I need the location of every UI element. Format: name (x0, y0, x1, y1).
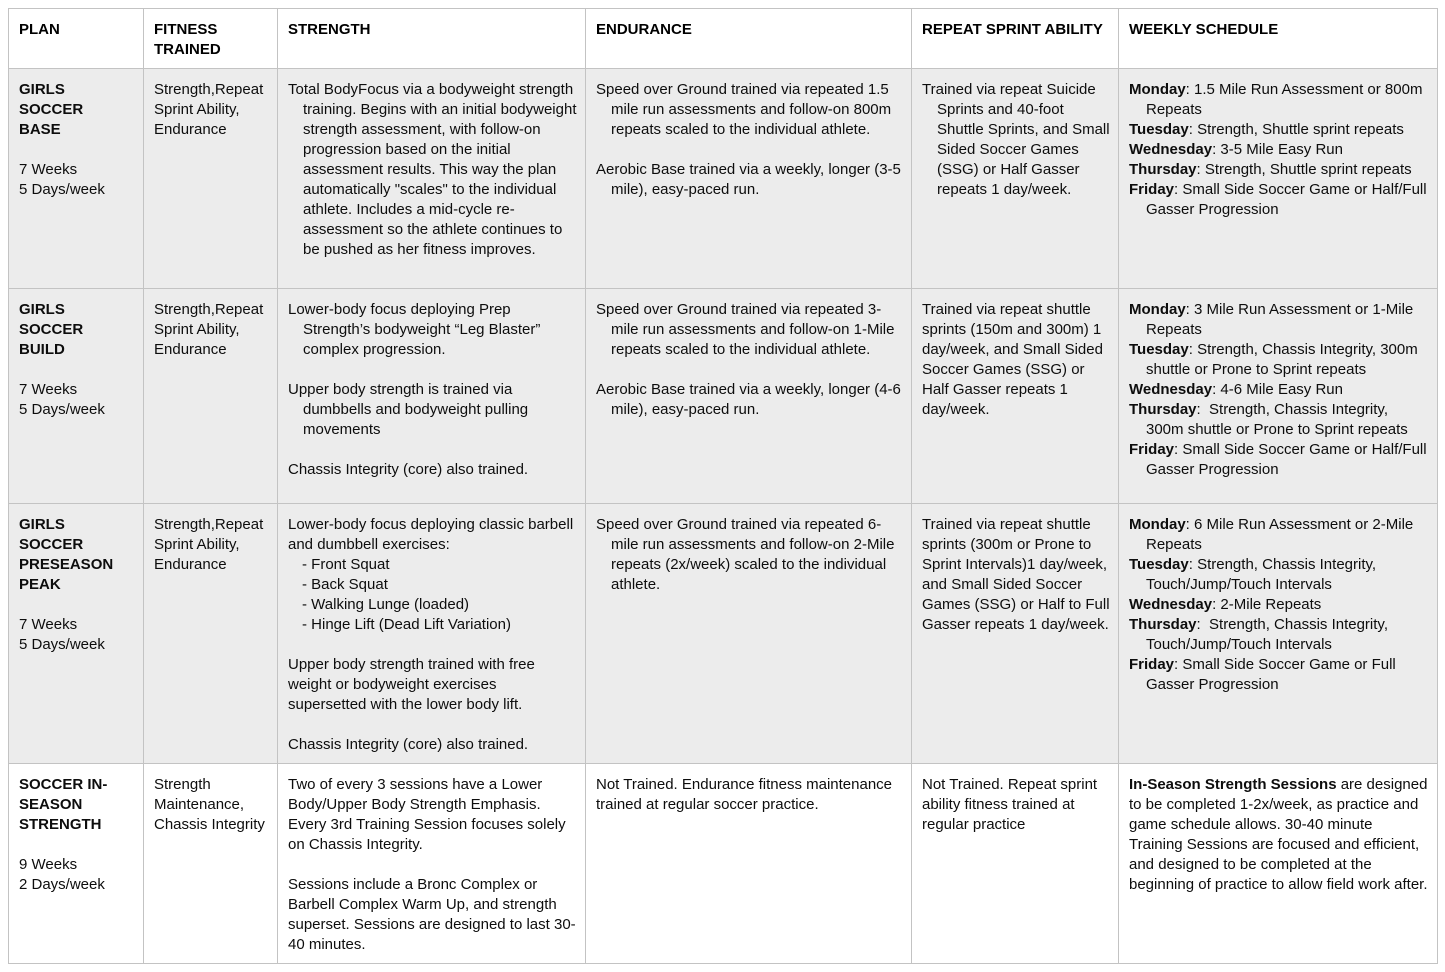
schedule-day-label: Friday (1129, 181, 1175, 198)
plan-meta (19, 160, 135, 200)
repeat-sprint-ability-cell (912, 504, 1119, 764)
endurance-cell (586, 764, 912, 964)
endurance-paragraph: Speed over Ground trained via repeated 3-mile run assessments and follow-on 1-Mile repeats scaled to the individual athlete. (596, 301, 899, 358)
column-header-plan: PLAN (9, 9, 144, 69)
schedule-day-label: Thursday (1129, 161, 1197, 178)
strength-paragraph: Sessions include a Bronc Complex or Barbell Complex Warm Up, and strength superset. Sessions are designed to last 30-40 minutes. (288, 876, 576, 953)
schedule-day-friday: Friday: Small Side Soccer Game or Half/Full Gasser Progression (1129, 181, 1431, 218)
plan-duration: 9 Weeks (19, 856, 78, 873)
strength-cell (278, 504, 586, 764)
strength-paragraph: Two of every 3 sessions have a Lower Body/Upper Body Strength Emphasis. Every 3rd Training Session focuses solely on Chassis Integrity. (288, 776, 570, 853)
schedule-day-thursday: Thursday: Strength, Shuttle sprint repeats (1129, 161, 1412, 178)
endurance-cell (586, 69, 912, 289)
schedule-day-label: Tuesday (1129, 121, 1189, 138)
plan-frequency: 2 Days/week (19, 876, 105, 893)
endurance-cell (586, 504, 912, 764)
training-plans-table (8, 8, 1438, 964)
schedule-day-monday: Monday: 3 Mile Run Assessment or 1-Mile Repeats (1129, 301, 1418, 338)
schedule-day-label: Tuesday (1129, 341, 1189, 358)
plan-cell (9, 504, 144, 764)
repeat-sprint-ability-paragraph: Trained via repeat Suicide Sprints and 40-foot Shuttle Sprints, and Small Sided Soccer Games (SSG) or Half Gasser repeats 1 day/week. (922, 81, 1114, 198)
fitness-trained-cell: Strength,Repeat Sprint Ability, Endurance (144, 289, 278, 504)
plan-frequency: 5 Days/week (19, 181, 105, 198)
schedule-day-label: Wednesday (1129, 381, 1213, 398)
repeat-sprint-ability-cell (912, 69, 1119, 289)
schedule-note: In-Season Strength Sessions are designed to be completed 1-2x/week, as practice and game schedule allows. 30-40 minute Training Sessions are focused and efficient, and designed to be completed at the beginning of practice to allow field work after. (1129, 776, 1432, 893)
weekly-schedule-cell (1119, 69, 1438, 289)
column-header-repeat-sprint-ability: REPEAT SPRINT ABILITY (912, 9, 1119, 69)
strength-cell (278, 764, 586, 964)
strength-paragraph: Total BodyFocus via a bodyweight strength training. Begins with an initial bodyweight strength assessment, with follow-on progression based on the initial assessment results. This way the plan automatically "scales" to the individual athlete. Includes a mid-cycle re-assessment so the athlete continues to be pushed as her fitness improves. (288, 81, 581, 258)
schedule-day-wednesday: Wednesday: 3-5 Mile Easy Run (1129, 141, 1343, 158)
endurance-paragraph: Aerobic Base trained via a weekly, longer (3-5 mile), easy-paced run. (596, 161, 906, 198)
schedule-day-label: Monday (1129, 301, 1186, 318)
repeat-sprint-ability-cell (912, 289, 1119, 504)
endurance-paragraph: Aerobic Base trained via a weekly, longer (4-6 mile), easy-paced run. (596, 381, 906, 418)
plan-duration: 7 Weeks (19, 616, 78, 633)
plan-cell (9, 289, 144, 504)
plan-cell (9, 69, 144, 289)
repeat-sprint-ability-paragraph: Not Trained. Repeat sprint ability fitness trained at regular practice (922, 776, 1102, 833)
plan-cell (9, 764, 144, 964)
strength-paragraph: Lower-body focus deploying Prep Strength’s bodyweight “Leg Blaster” complex progression. (288, 301, 545, 358)
schedule-day-wednesday: Wednesday: 4-6 Mile Easy Run (1129, 381, 1343, 398)
schedule-day-tuesday: Tuesday: Strength, Chassis Integrity, Touch/Jump/Touch Intervals (1129, 556, 1380, 593)
plan-name: SOCCER IN-SEASON STRENGTH (19, 776, 108, 833)
repeat-sprint-ability-paragraph: Trained via repeat shuttle sprints (150m and 300m) 1 day/week, and Small Sided Soccer Games (SSG) or Half Gasser repeats 1 day/week. (922, 301, 1108, 418)
plan-meta (19, 380, 135, 420)
schedule-day-friday: Friday: Small Side Soccer Game or Half/Full Gasser Progression (1129, 441, 1431, 478)
schedule-day-thursday: Thursday: Strength, Chassis Integrity, 300m shuttle or Prone to Sprint repeats (1129, 401, 1408, 438)
strength-list-item: - Front Squat (302, 556, 390, 573)
endurance-paragraph: Speed over Ground trained via repeated 1.5 mile run assessments and follow-on 800m repeats scaled to the individual athlete. (596, 81, 896, 138)
table-row-girls-soccer-build (9, 289, 1438, 504)
table-row-soccer-in-season-strength (9, 764, 1438, 964)
strength-paragraph: Upper body strength is trained via dumbbells and bodyweight pulling movements (288, 381, 533, 438)
schedule-day-label: Monday (1129, 516, 1186, 533)
plan-frequency: 5 Days/week (19, 636, 105, 653)
plan-meta (19, 855, 135, 895)
plan-meta (19, 615, 135, 655)
strength-list-item: - Hinge Lift (Dead Lift Variation) (302, 616, 511, 633)
schedule-day-label: Friday (1129, 656, 1175, 673)
schedule-day-label: Friday (1129, 441, 1175, 458)
schedule-day-label: Wednesday (1129, 141, 1213, 158)
fitness-trained-cell: Strength Maintenance, Chassis Integrity (144, 764, 278, 964)
fitness-trained-cell: Strength,Repeat Sprint Ability, Endurance (144, 69, 278, 289)
table-row-girls-soccer-base (9, 69, 1438, 289)
strength-cell (278, 289, 586, 504)
plan-frequency: 5 Days/week (19, 401, 105, 418)
schedule-day-label: Wednesday (1129, 596, 1213, 613)
table-header-row (9, 9, 1438, 69)
column-header-strength: STRENGTH (278, 9, 586, 69)
strength-list-item: - Walking Lunge (loaded) (302, 596, 470, 613)
schedule-day-monday: Monday: 1.5 Mile Run Assessment or 800m Repeats (1129, 81, 1427, 118)
plan-name: GIRLS SOCCER BUILD (19, 301, 84, 358)
schedule-day-tuesday: Tuesday: Strength, Shuttle sprint repeats (1129, 121, 1404, 138)
column-header-endurance: ENDURANCE (586, 9, 912, 69)
endurance-cell (586, 289, 912, 504)
schedule-day-tuesday: Tuesday: Strength, Chassis Integrity, 300m shuttle or Prone to Sprint repeats (1129, 341, 1422, 378)
column-header-weekly-schedule: WEEKLY SCHEDULE (1119, 9, 1438, 69)
schedule-day-monday: Monday: 6 Mile Run Assessment or 2-Mile Repeats (1129, 516, 1418, 553)
strength-paragraph: Upper body strength trained with free weight or bodyweight exercises supersetted with the lower body lift. (288, 656, 539, 713)
plan-name: GIRLS SOCCER PRESEASON PEAK (19, 516, 114, 593)
schedule-day-wednesday: Wednesday: 2-Mile Repeats (1129, 596, 1322, 613)
table-row-girls-soccer-preseason-peak (9, 504, 1438, 764)
schedule-note-lead: In-Season Strength Sessions (1129, 776, 1337, 793)
fitness-trained-cell: Strength,Repeat Sprint Ability, Endurance (144, 504, 278, 764)
endurance-paragraph: Speed over Ground trained via repeated 6-mile run assessments and follow-on 2-Mile repeats (2x/week) scaled to the individual athlete. (596, 516, 899, 593)
weekly-schedule-cell (1119, 504, 1438, 764)
schedule-day-friday: Friday: Small Side Soccer Game or Full Gasser Progression (1129, 656, 1400, 693)
column-header-fitness-trained: FITNESS TRAINED (144, 9, 278, 69)
schedule-day-thursday: Thursday: Strength, Chassis Integrity, Touch/Jump/Touch Intervals (1129, 616, 1392, 653)
strength-paragraph: Chassis Integrity (core) also trained. (288, 461, 529, 478)
strength-cell (278, 69, 586, 289)
strength-list-item: - Back Squat (302, 576, 388, 593)
plan-duration: 7 Weeks (19, 381, 78, 398)
repeat-sprint-ability-cell (912, 764, 1119, 964)
strength-paragraph: Chassis Integrity (core) also trained. (288, 736, 529, 753)
weekly-schedule-cell (1119, 764, 1438, 964)
repeat-sprint-ability-paragraph: Trained via repeat shuttle sprints (300m or Prone to Sprint Intervals)1 day/week, and Small Sided Soccer Games (SSG) or Half to Full Gasser repeats 1 day/week. (922, 516, 1114, 633)
schedule-day-label: Monday (1129, 81, 1186, 98)
weekly-schedule-cell (1119, 289, 1438, 504)
plan-duration: 7 Weeks (19, 161, 78, 178)
plan-name: GIRLS SOCCER BASE (19, 81, 84, 138)
schedule-day-label: Tuesday (1129, 556, 1189, 573)
strength-paragraph: Lower-body focus deploying classic barbell and dumbbell exercises: (288, 516, 578, 553)
schedule-day-label: Thursday (1129, 616, 1197, 633)
endurance-paragraph: Not Trained. Endurance fitness maintenance trained at regular soccer practice. (596, 776, 897, 813)
schedule-day-label: Thursday (1129, 401, 1197, 418)
